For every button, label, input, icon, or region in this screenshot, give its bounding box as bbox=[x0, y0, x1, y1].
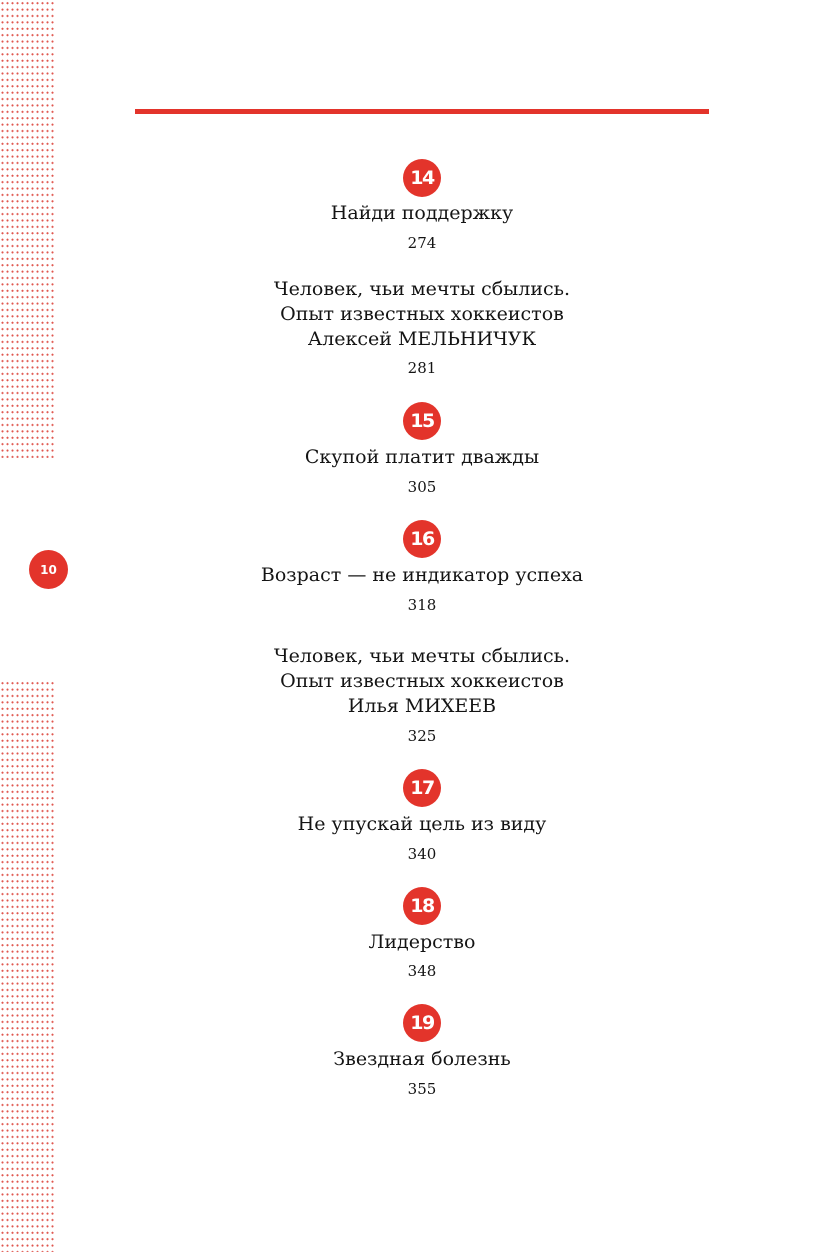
chapter-number-badge: 18 bbox=[403, 887, 441, 925]
interview-title-line: Опыт известных хоккеистов bbox=[280, 303, 564, 325]
chapter-page-number: 305 bbox=[407, 478, 437, 496]
chapter-number-badge: 14 bbox=[403, 159, 441, 197]
chapter-title: Возраст — не индикатор успеха bbox=[260, 564, 584, 586]
interview-title-line: Человек, чьи мечты сбылись. bbox=[273, 278, 571, 300]
interview-page-number: 281 bbox=[407, 359, 437, 377]
chapter-page-number: 355 bbox=[407, 1080, 437, 1098]
interview-title-line: Человек, чьи мечты сбылись. bbox=[273, 645, 571, 667]
chapter-number-badge: 16 bbox=[403, 520, 441, 558]
chapter-title: Найди поддержку bbox=[330, 202, 514, 224]
chapter-page-number: 340 bbox=[407, 845, 437, 863]
page-number-badge: 10 bbox=[29, 550, 68, 589]
chapter-page-number: 348 bbox=[407, 962, 437, 980]
chapter-number-badge: 15 bbox=[403, 402, 441, 440]
interview-author-line: Алексей МЕЛЬНИЧУК bbox=[307, 328, 537, 350]
interview-title-line: Опыт известных хоккеистов bbox=[280, 670, 564, 692]
interview-author-line: Илья МИХЕЕВ bbox=[347, 695, 497, 717]
chapter-title: Не упускай цель из виду bbox=[297, 813, 547, 835]
chapter-number-badge: 17 bbox=[403, 769, 441, 807]
chapter-title: Скупой платит дважды bbox=[304, 446, 540, 468]
chapter-title: Звездная болезнь bbox=[333, 1048, 511, 1070]
chapter-number-badge: 19 bbox=[403, 1004, 441, 1042]
chapter-page-number: 274 bbox=[407, 234, 437, 252]
chapter-page-number: 318 bbox=[407, 596, 437, 614]
interview-page-number: 325 bbox=[407, 727, 437, 745]
chapter-title: Лидерство bbox=[368, 931, 476, 953]
